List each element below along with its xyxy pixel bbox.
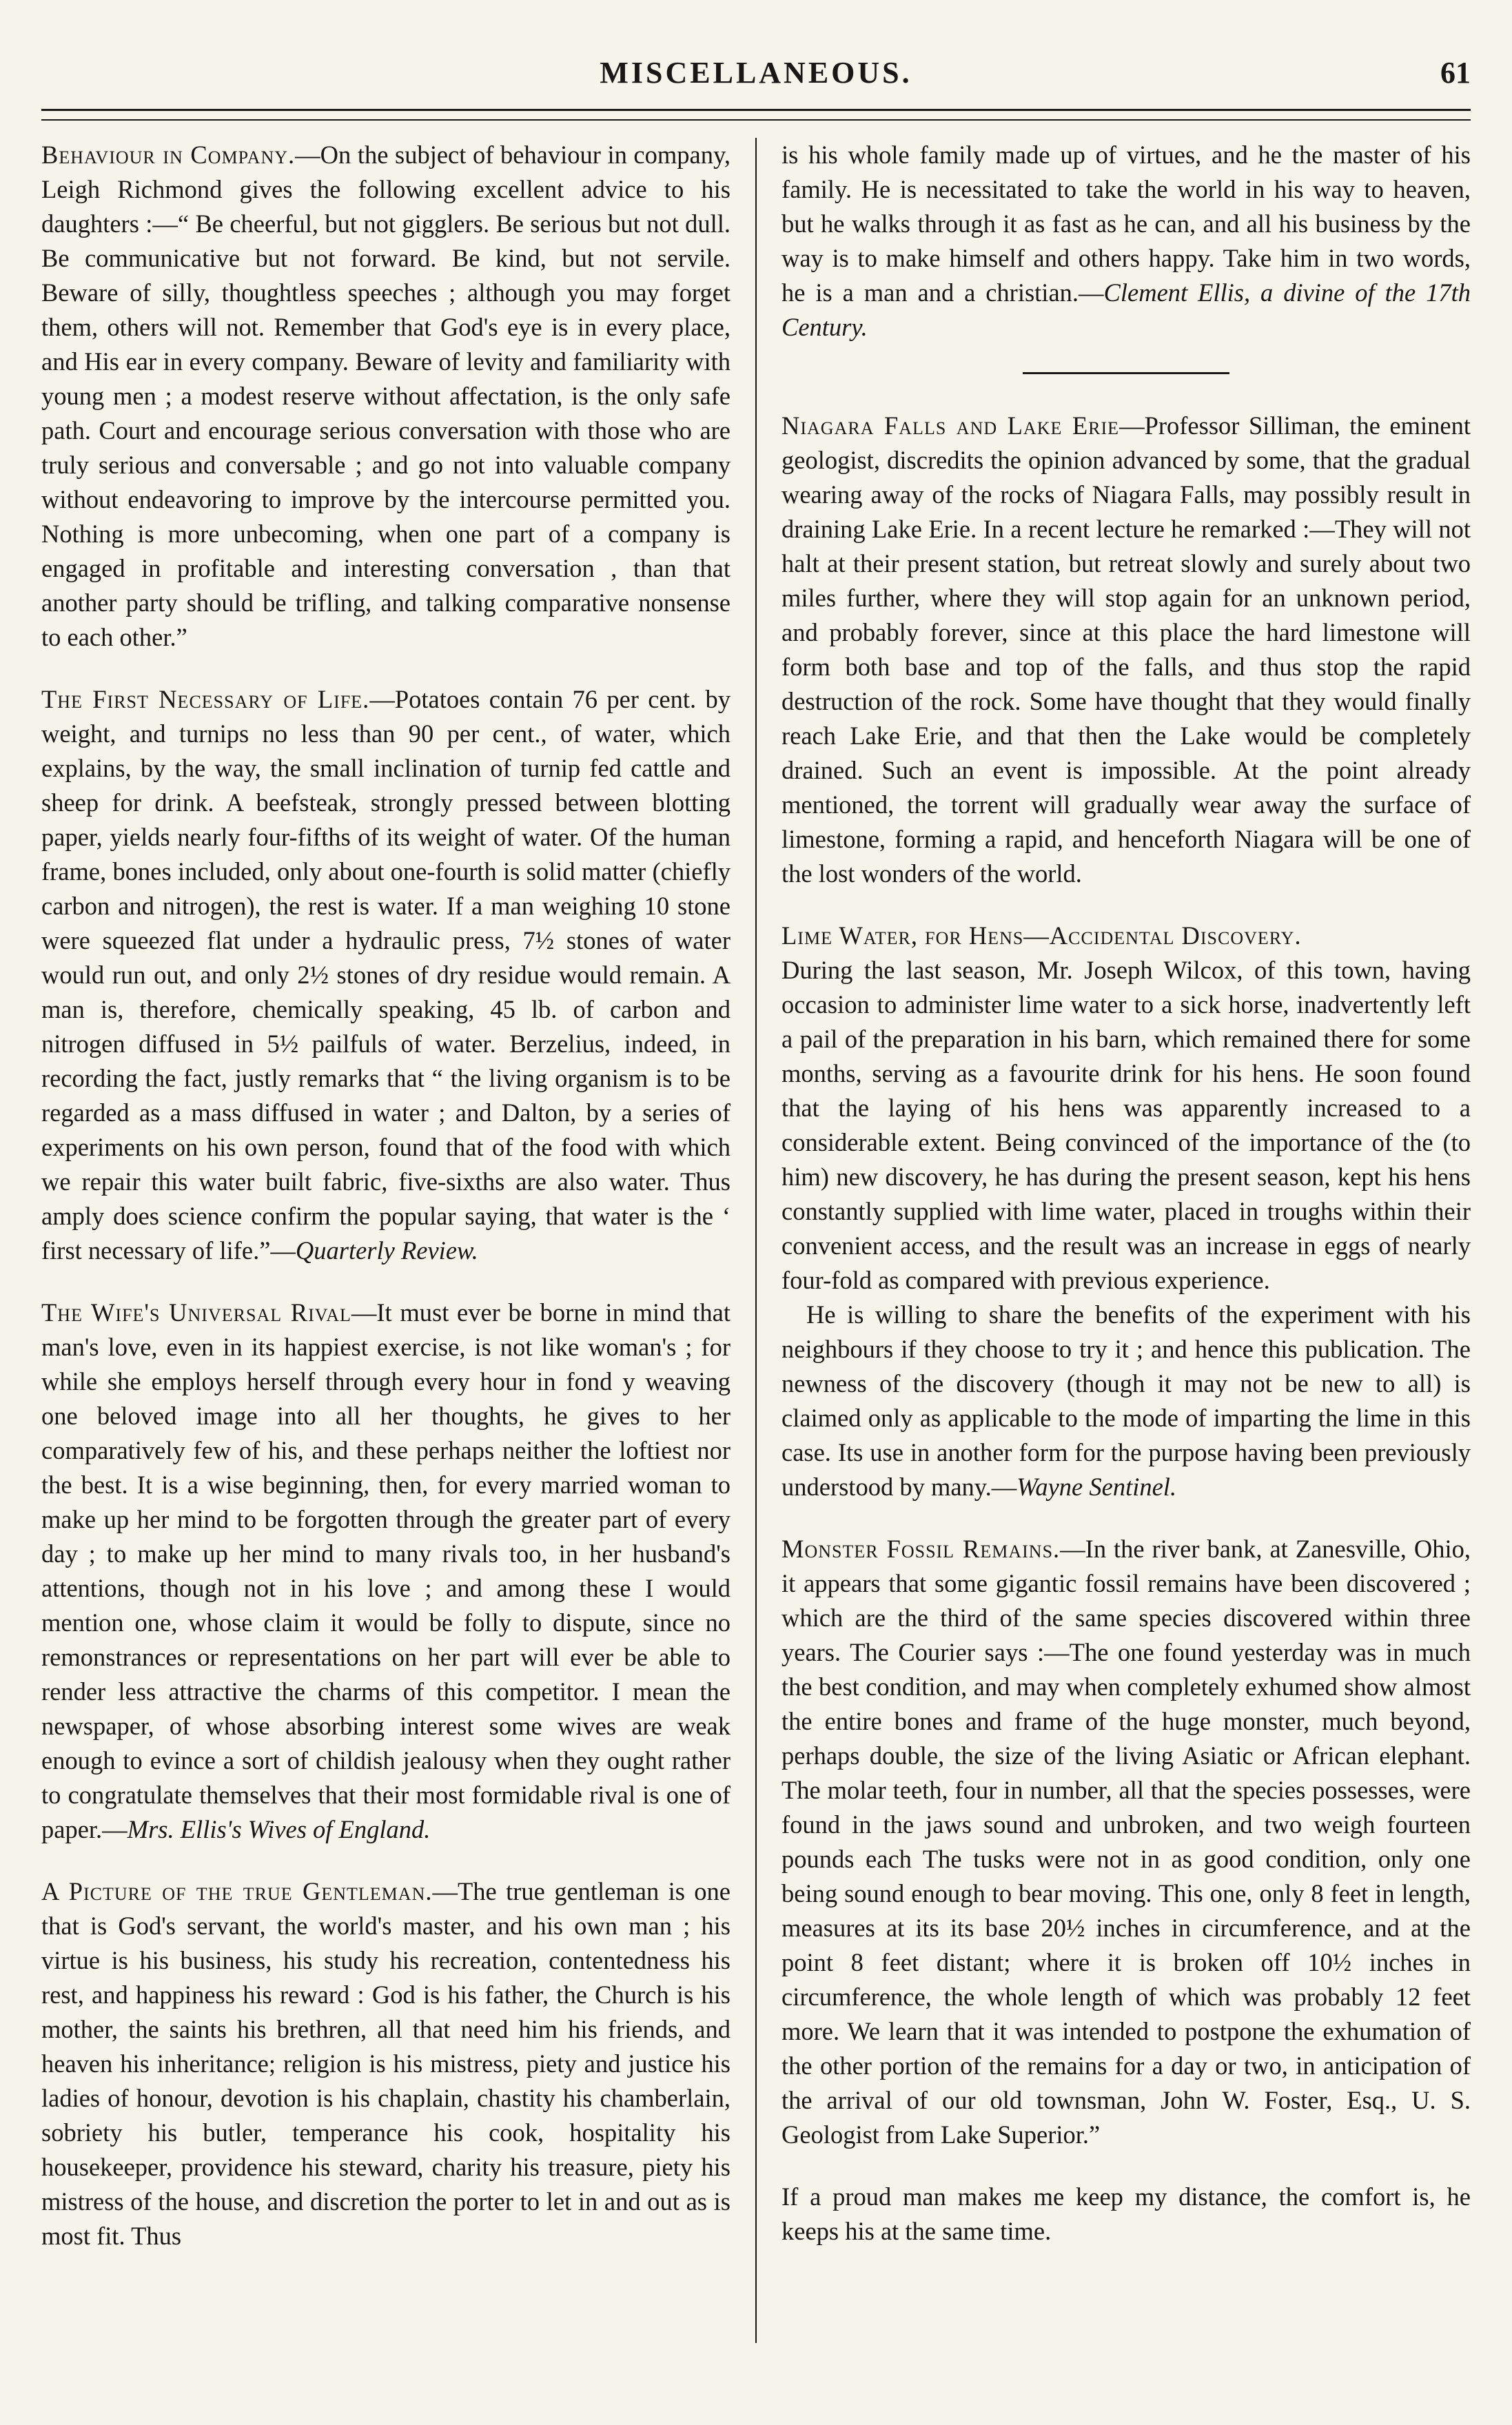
article-heading: A Picture of the true Gentleman. (41, 1877, 433, 1905)
article-body-continued: He is willing to share the benefits of the experiment with his neighbours if they choose to try it ; and hence this publication. The newness of the discovery (though it may not be new to all) is claimed only as applicable to the mode of imparting the lime in this case. Its use in another form for the purpose having been previously understood by many.— (781, 1300, 1471, 1501)
article-body: —It must ever be borne in mind that man's love, even in its happiest exercise, is not like woman's ; for while she employs herself through every hour in fond y weaving one beloved image into all her thoughts, he gives to her comparatively few of his, and these perhaps neither the loftiest nor the best. It is a wise beginning, then, for every married woman to make up her mind to be forgotten through the greater part of every day ; to make up her mind to many rivals too, in her husband's attentions, though not in his love ; and among these I would mention one, whose claim it would be folly to dispute, since no remonstrances or representations on her part will ever be able to render less attractive the charms of this competitor. I mean the newspaper, of whose absorbing interest some wives are weak enough to evince a sort of childish jealousy when they ought rather to congratulate themselves that their most formidable rival is one of paper.— (41, 1298, 731, 1843)
article-heading: Lime Water, for Hens—Accidental Discovery. (781, 921, 1302, 950)
article-body: —Professor Silliman, the eminent geologist, discredits the opinion advanced by some, that the gradual wearing away of the rocks of Niagara Falls, may possibly result in draining Lake Erie. In a recent lecture he remarked :—They will not halt at their present station, but retreat slowly and surely about two miles further, where they will stop again for an unknown period, and probably forever, since at this place the hard limestone will form both base and top of the falls, and thus stop the rapid destruction of the rock. Some have thought that they would finally reach Lake Erie, and that then the Lake would be completely drained. Such an event is impossible. At the point already mentioned, the torrent will gradually wear away the surface of limestone, forming a rapid, and henceforth Niagara will be one of the lost wonders of the world. (781, 411, 1471, 888)
article-body: —The true gentleman is one that is God's servant, the world's master, and his own man ; his virtue is his business, his study his recreation, contentedness his rest, and happiness his reward : God is his father, the Church is his mother, the saints his brethren, all that need him his friends, and heaven his inheritance; religion is his mistress, piety and justice his ladies of honour, devotion is his chaplain, chastity his chamberlain, sobriety his butler, temperance his cook, hospitality his housekeeper, providence his steward, charity his treasure, piety his mistress of the house, and discretion the porter to let in and out as is most fit. Thus (41, 1877, 731, 2250)
article-true-gentleman (41, 1874, 731, 2253)
page (41, 48, 1471, 2377)
article-gentleman-continued (781, 138, 1471, 345)
article-source: Wayne Sentinel. (1016, 1473, 1177, 1501)
section-separator (1023, 372, 1229, 374)
article-fossil-remains (781, 1532, 1471, 2152)
article-heading: The First Necessary of Life. (41, 685, 370, 713)
article-heading: The Wife's Universal Rival (41, 1298, 351, 1327)
article-body: —On the subject of behaviour in company, Leigh Richmond gives the following excellent advice to his daughters :—“ Be cheerful, but not gigglers. Be serious but not dull. Be communicative but not forward. Be kind, but not servile. Beware of silly, thoughtless speeches ; although you may forget them, others will not. Remember that God's eye is in every place, and His ear in every company. Beware of levity and familiarity with young men ; a modest reserve without affectation, is the only safe path. Court and encourage serious conversation with those who are truly serious and conversable ; and go not into valuable company without endeavoring to improve by the intercourse permitted you. Nothing is more unbecoming, when one part of a company is engaged in profitable and interesting conversation , than that another party should be trifling, and talking comparative nonsense to each other.” (41, 141, 731, 651)
article-wifes-rival (41, 1296, 731, 1847)
article-niagara (781, 409, 1471, 891)
closing-aphorism (781, 2180, 1471, 2249)
article-body: —In the river bank, at Zanesville, Ohio, it appears that some gigantic fossil remains have been discovered ; which are the third of the same species discovered within three years. The Courier says :—The one found yesterday was in much the best condition, and may when completely exhumed show almost the entire bones and frame of the huge monster, much beyond, perhaps double, the size of the living Asiatic or African elephant. The molar teeth, four in number, all that the species possesses, were found in the jaws sound and unbroken, and two weigh fourteen pounds each The tusks were not in as good condition, only one being sound enough to bear moving. This one, only 8 feet in length, measures at its its base 20½ inches in circumference, and at the point 8 feet distant; where it is broken off 10½ inches in circumference, the whole length of which was probably 12 feet more. We learn that it was intended to postpone the exhumation of the other portion of the remains for a day or two, in anticipation of the arrival of our old townsman, John W. Foster, Esq., U. S. Geologist from Lake Superior.” (781, 1535, 1471, 2149)
page-number: 61 (1440, 56, 1471, 90)
running-head (41, 48, 1471, 110)
columns (41, 138, 1471, 2377)
right-column (781, 138, 1471, 2377)
article-source: Quarterly Review. (295, 1236, 478, 1265)
column-divider (755, 138, 757, 2343)
article-body: is his whole family made up of virtues, and he the master of his family. He is necessitated to take the world in his way to heaven, but he walks through it as fast as he can, and all his business by the way is to make himself and others happy. Take him in two words, he is a man and a christian.— (781, 141, 1471, 307)
page-title: MISCELLANEOUS. (600, 56, 912, 90)
article-heading: Niagara Falls and Lake Erie (781, 411, 1120, 440)
article-behaviour (41, 138, 731, 655)
article-first-necessary (41, 682, 731, 1268)
article-heading: Behaviour in Company. (41, 141, 296, 169)
article-heading: Monster Fossil Remains. (781, 1535, 1061, 1563)
article-source: Clement Ellis, a divine of the 17th Century. (781, 278, 1471, 341)
article-lime-water (781, 919, 1471, 1504)
left-column (41, 138, 731, 2377)
header-rule (41, 109, 1471, 121)
article-body: If a proud man makes me keep my distance, the comfort is, he keeps his at the same time. (781, 2182, 1471, 2245)
article-body: During the last season, Mr. Joseph Wilcox, of this town, having occasion to administer lime water to a sick horse, inadvertently left a pail of the preparation in his barn, which remained there for some months, serving as a favourite drink for his hens. He soon found that the laying of his hens was apparently increased to a considerable extent. Being convinced of the importance of the (to him) new discovery, he has during the present season, kept his hens constantly supplied with lime water, placed in troughs within their convenient access, and the result was an increase in eggs of nearly four-fold as compared with previous experience. (781, 956, 1471, 1294)
article-source: Mrs. Ellis's Wives of England. (127, 1815, 431, 1843)
article-body: —Potatoes contain 76 per cent. by weight, and turnips no less than 90 per cent., of water, which explains, by the way, the small inclination of turnip fed cattle and sheep for drink. A beefsteak, strongly pressed between blotting paper, yields nearly four-fifths of its weight of water. Of the human frame, bones included, only about one-fourth is solid matter (chiefly carbon and nitrogen), the rest is water. If a man weighing 10 stone were squeezed flat under a hydraulic press, 7½ stones of water would run out, and only 2½ stones of dry residue would remain. A man is, therefore, chemically speaking, 45 lb. of carbon and nitrogen diffused in 5½ pailfuls of water. Berzelius, indeed, in recording the fact, justly remarks that “ the living organism is to be regarded as a mass diffused in water ; and Dalton, by a series of experiments on his own person, found that of the food with which we repair this water built fabric, five-sixths are also water. Thus amply does science confirm the popular saying, that water is the ‘ first necessary of life.”— (41, 685, 731, 1265)
